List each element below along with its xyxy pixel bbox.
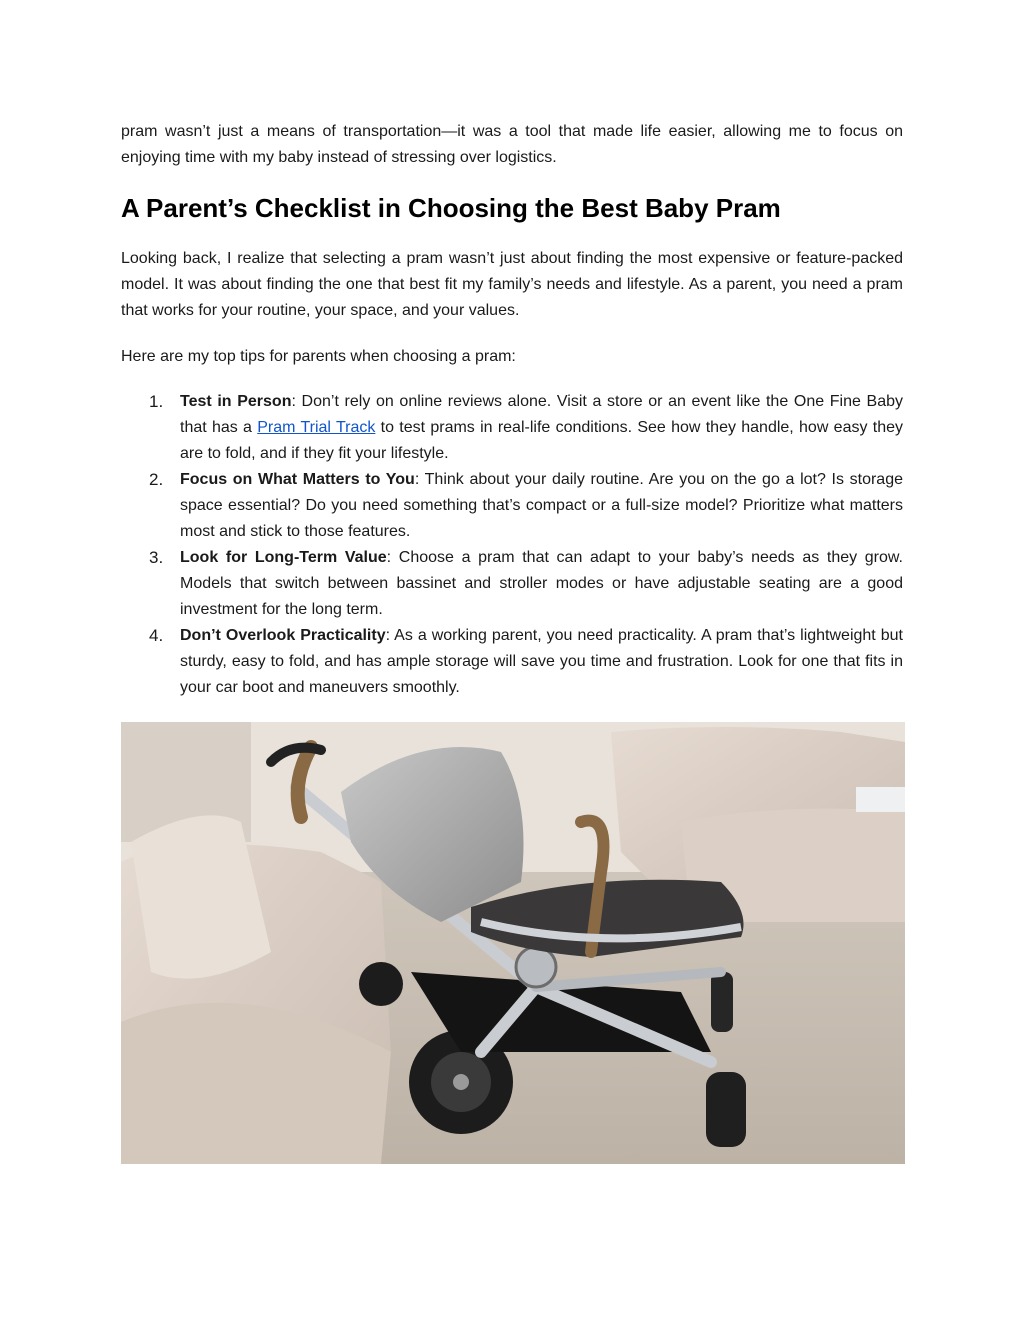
- tip-text: : Choose a pram that can adapt to your baby’s needs as they grow. Models that switch between bassinet and stroller modes or have adjustable seating are a good investment for the long term.: [180, 549, 904, 618]
- tips-list: [121, 389, 903, 701]
- tip-title: Look for Long-Term Value: [180, 549, 387, 566]
- list-item: [121, 545, 903, 623]
- tip-title: Test in Person: [180, 393, 292, 410]
- section-heading: A Parent’s Checklist in Choosing the Best Baby Pram: [121, 193, 781, 223]
- list-item: [121, 467, 903, 545]
- intro-paragraph: pram wasn’t just a means of transportation—it was a tool that made life easier, allowing me to focus on enjoying time with my baby instead of stressing over logistics.: [121, 123, 903, 166]
- list-number: 2.: [149, 470, 164, 489]
- tip-text: to test prams in real-life conditions. See how they handle, how easy they are to fold, and if they fit your lifestyle.: [180, 419, 903, 462]
- pram-trial-track-link[interactable]: Pram Trial Track: [257, 419, 376, 436]
- tip-text: : Don’t rely on online reviews alone. Visit a store or an event like the One Fine Baby that has a: [180, 393, 903, 436]
- tip-title: Focus on What Matters to You: [180, 471, 415, 488]
- body-paragraph: Looking back, I realize that selecting a pram wasn’t just about finding the most expensive or feature-packed model. It was about finding the one that best fit my family’s needs and lifestyle. As a parent, you need a pram that works for your routine, your space, and your values.: [121, 250, 903, 319]
- list-item: [121, 389, 903, 467]
- tip-text: : As a working parent, you need practicality. A pram that’s lightweight but sturdy, easy to fold, and has ample storage will save you time and frustration. Look for one that fits in your car boot and maneuvers smoothly.: [180, 627, 903, 696]
- tip-title: Don’t Overlook Practicality: [180, 627, 386, 644]
- pram-photo: [121, 722, 905, 1164]
- tips-intro: Here are my top tips for parents when choosing a pram:: [121, 348, 516, 365]
- list-number: 4.: [149, 626, 164, 645]
- list-number: 3.: [149, 548, 164, 567]
- list-item: [121, 623, 903, 701]
- tip-text: : Think about your daily routine. Are you on the go a lot? Is storage space essential? Do you need something that’s compact or a full-size model? Prioritize what matters most and stick to those features.: [180, 471, 904, 540]
- list-number: 1.: [149, 392, 164, 411]
